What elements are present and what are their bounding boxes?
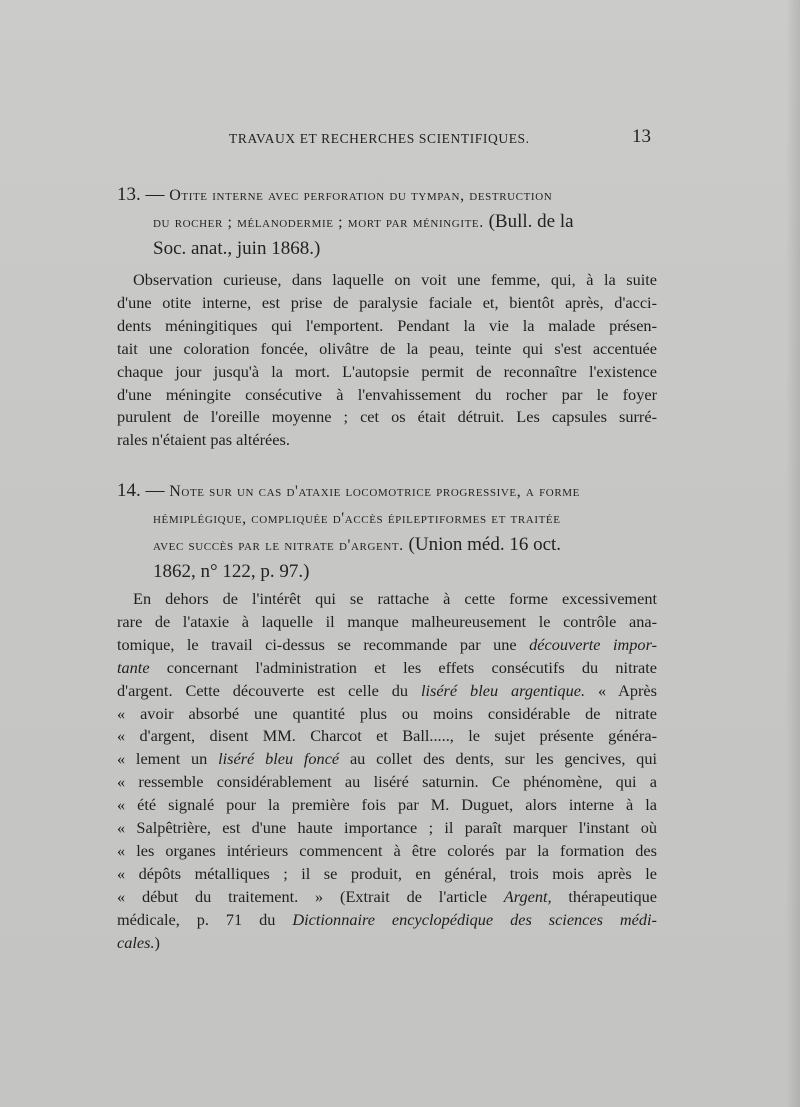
paragraph-line: rales n'étaient pas altérées. [117, 430, 290, 450]
paragraph-line: dents méningitiques qui l'emportent. Pendant la vie la malade présen- [117, 315, 657, 335]
paragraph-line: tait une coloration foncée, olivâtre de la peau, teinte qui s'est accentuée [117, 338, 657, 358]
entry-14-heading-line-4 [117, 559, 580, 585]
paragraph-line: « avoir absorbé une quantité plus ou moins considérable de nitrate [117, 703, 657, 723]
text-run: « Après [585, 680, 657, 700]
italic-run: Argent, [503, 886, 552, 906]
paragraph-line [117, 680, 657, 703]
text-run: thérapeutique [551, 886, 658, 906]
entry-13-heading-line-3 [117, 236, 574, 262]
paragraph-line: rare de l'ataxie à laquelle il manque malheureusement le contrôle ana- [117, 611, 657, 631]
entry-13-body [117, 269, 657, 452]
paragraph-line: chaque jour jusqu'à la mort. L'autopsie permit de reconnaître l'existence [117, 361, 657, 381]
entry-13-number: 13. [117, 184, 141, 205]
entry-14-number: 14. [117, 480, 141, 501]
paragraph-line [117, 634, 657, 657]
page-number: 13 [632, 126, 651, 147]
paragraph-line: purulent de l'oreille moyenne ; cet os était détruit. Les capsules surré- [117, 407, 657, 427]
entry-14-title-1: Note sur un cas d'ataxie locomotrice progressive, a forme [169, 483, 580, 500]
entry-14-body [117, 588, 657, 955]
text-run: « début du traitement. » (Extrait de l'article [117, 886, 504, 906]
italic-run: cales. [117, 932, 155, 952]
paragraph-line: « Salpêtrière, est d'une haute importance ; il paraît marquer l'instant où [117, 818, 657, 838]
paragraph-line [117, 909, 657, 932]
page-edge-shadow [786, 0, 800, 1107]
text-run: concernant l'administration et les effets consécutifs du nitrate [149, 657, 657, 677]
entry-14-heading-line-1: 14. — Note sur un cas d'ataxie locomotrice progressive, a forme [117, 480, 580, 501]
text-run: médicale, p. 71 du [117, 909, 293, 929]
entry-13-source-1: (Bull. de la [488, 211, 574, 232]
italic-run: Dictionnaire encyclopédique des sciences médi- [292, 909, 657, 929]
paragraph-line [117, 748, 657, 771]
entry-14-heading-line-2 [117, 505, 580, 532]
entry-14-source-1: (Union méd. 16 oct. [408, 534, 562, 555]
paragraph-line: d'une otite interne, est prise de paralysie faciale et, bientôt après, d'acci- [117, 292, 657, 312]
entry-13-source-2: Soc. anat., juin 1868.) [153, 238, 321, 259]
running-head: TRAVAUX ET RECHERCHES SCIENTIFIQUES. [229, 131, 530, 146]
text-run: au collet des dents, sur les gencives, qui [339, 749, 657, 769]
paragraph-line: « été signalé pour la première fois par M. Duguet, alors interne à la [117, 795, 657, 815]
paragraph-line: « dépôts métalliques ; il se produit, en général, trois mois après le [117, 863, 657, 883]
paragraph-line: En dehors de l'intérêt qui se rattache à cette forme excessivement [133, 589, 657, 608]
entry-14-source-2: 1862, n° 122, p. 97.) [153, 561, 310, 582]
entry-13-title-2: du rocher ; mélanodermie ; mort par méningite. [153, 214, 484, 231]
paragraph-line: « d'argent, disent MM. Charcot et Ball....., le sujet présente généra- [117, 726, 657, 746]
italic-run: liséré bleu argentique. [420, 680, 586, 700]
paragraph-line [117, 886, 657, 909]
entry-14-heading-line-3 [117, 532, 580, 559]
text-run: ) [154, 932, 160, 952]
text-run: tomique, le travail ci-dessus se recommande par une [117, 634, 530, 654]
text-run: d'argent. Cette découverte est celle du [117, 680, 421, 700]
italic-run: liséré bleu foncé [218, 749, 340, 769]
entry-13-heading-line-1: 13. — Otite interne avec perforation du tympan, destruction [117, 184, 553, 205]
entry-13-heading-line-2 [117, 209, 574, 236]
entry-14-title-3: avec succès par le nitrate d'argent. [153, 537, 404, 554]
italic-run: découverte impor- [529, 634, 657, 654]
paragraph-line: « les organes intérieurs commencent à être colorés par la formation des [117, 840, 657, 860]
entry-13-title-1: Otite interne avec perforation du tympan, destruction [169, 187, 553, 204]
entry-14-title-2: hémiplégique, compliquée d'accès épileptiformes et traitée [153, 510, 561, 527]
paragraph-line [117, 932, 657, 955]
paragraph-line: Observation curieuse, dans laquelle on voit une femme, qui, à la suite [133, 270, 657, 289]
paragraph-line [117, 657, 657, 680]
paragraph-line: « ressemble considérablement au liséré saturnin. Ce phénomène, qui a [117, 772, 657, 792]
text-run: « lement un [117, 749, 219, 769]
paragraph-line: d'une méningite consécutive à l'envahissement du rocher par le foyer [117, 384, 657, 404]
entry-13-heading [117, 182, 574, 262]
italic-run: tante [117, 657, 150, 677]
entry-14-heading [117, 478, 580, 585]
